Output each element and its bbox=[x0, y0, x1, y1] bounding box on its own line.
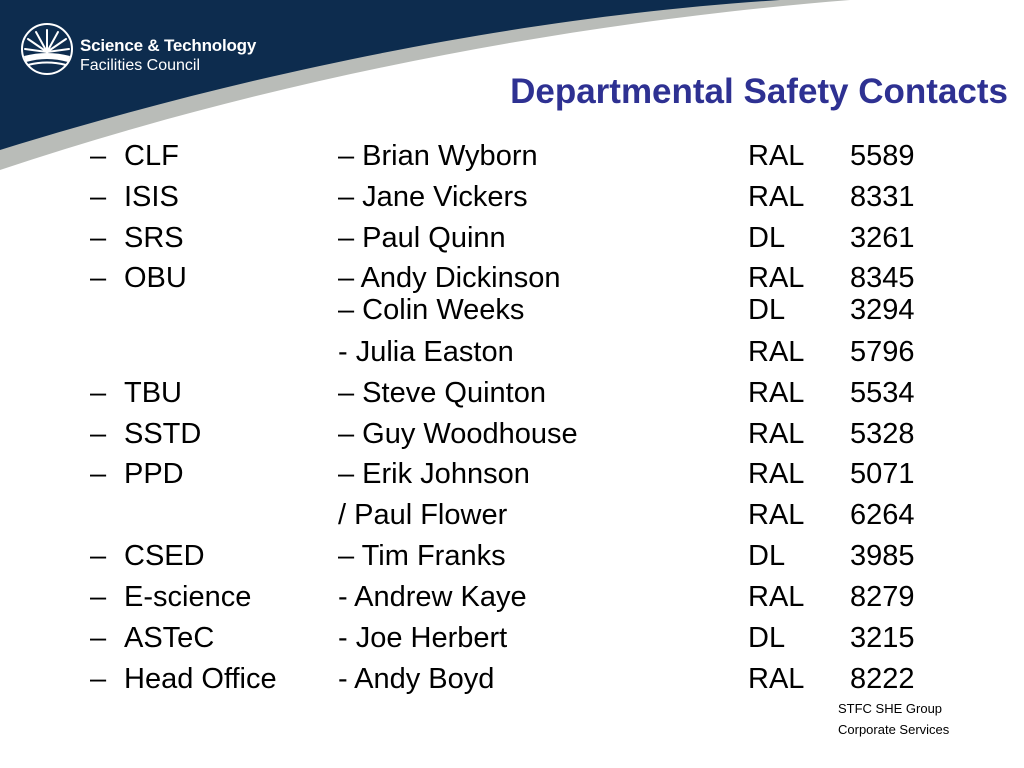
extension: 8222 bbox=[850, 663, 915, 695]
contact-row bbox=[0, 499, 1024, 535]
bullet-dash: – bbox=[90, 377, 107, 409]
extension: 8331 bbox=[850, 181, 915, 213]
extension: 5328 bbox=[850, 418, 915, 450]
bullet-dash: – bbox=[90, 458, 107, 490]
site: DL bbox=[748, 540, 786, 572]
stfc-logo bbox=[20, 22, 260, 78]
contact-row bbox=[0, 140, 1024, 176]
contact-row bbox=[0, 336, 1024, 372]
contact-name: – Andy Dickinson bbox=[338, 262, 561, 294]
contact-name: – Tim Franks bbox=[338, 540, 506, 572]
contact-name: – Brian Wyborn bbox=[338, 140, 538, 172]
contact-row bbox=[0, 581, 1024, 617]
department: ISIS bbox=[124, 181, 179, 213]
bullet-dash: – bbox=[90, 540, 107, 572]
bullet-dash: – bbox=[90, 140, 107, 172]
contact-name: – Erik Johnson bbox=[338, 458, 530, 490]
contact-name: - Andrew Kaye bbox=[338, 581, 527, 613]
department: CLF bbox=[124, 140, 179, 172]
contact-row bbox=[0, 181, 1024, 217]
bullet-dash: – bbox=[90, 262, 107, 294]
department: SSTD bbox=[124, 418, 202, 450]
contact-row bbox=[0, 622, 1024, 658]
footer-line1: STFC SHE Group bbox=[838, 701, 943, 716]
department: SRS bbox=[124, 222, 184, 254]
footer-line2: Corporate Services bbox=[838, 722, 950, 737]
contact-row bbox=[0, 663, 1024, 699]
bullet-dash: – bbox=[90, 181, 107, 213]
extension: 6264 bbox=[850, 499, 915, 531]
department: CSED bbox=[124, 540, 205, 572]
site: RAL bbox=[748, 377, 805, 409]
site: DL bbox=[748, 294, 786, 326]
extension: 3294 bbox=[850, 294, 915, 326]
extension: 8279 bbox=[850, 581, 915, 613]
department: ASTeC bbox=[124, 622, 215, 654]
site: RAL bbox=[748, 663, 805, 695]
contact-row bbox=[0, 294, 1024, 330]
extension: 3215 bbox=[850, 622, 915, 654]
bullet-dash: – bbox=[90, 622, 107, 654]
contact-name: / Paul Flower bbox=[338, 499, 508, 531]
sunburst-logo-icon bbox=[20, 22, 74, 76]
department: OBU bbox=[124, 262, 187, 294]
logo-text-line2: Facilities Council bbox=[80, 57, 201, 74]
site: RAL bbox=[748, 581, 805, 613]
contact-row bbox=[0, 418, 1024, 454]
contact-name: - Julia Easton bbox=[338, 336, 514, 368]
contact-row bbox=[0, 262, 1024, 298]
department: Head Office bbox=[124, 663, 277, 695]
site: RAL bbox=[748, 418, 805, 450]
site: RAL bbox=[748, 140, 805, 172]
bullet-dash: – bbox=[90, 663, 107, 695]
extension: 5796 bbox=[850, 336, 915, 368]
logo-text-line1: Science & Technology bbox=[80, 36, 257, 55]
department: TBU bbox=[124, 377, 182, 409]
contact-name: – Guy Woodhouse bbox=[338, 418, 578, 450]
contact-name: - Joe Herbert bbox=[338, 622, 508, 654]
extension: 5589 bbox=[850, 140, 915, 172]
bullet-dash: – bbox=[90, 581, 107, 613]
site: RAL bbox=[748, 336, 805, 368]
extension: 3985 bbox=[850, 540, 915, 572]
department: E-science bbox=[124, 581, 252, 613]
contact-row bbox=[0, 458, 1024, 494]
extension: 5534 bbox=[850, 377, 915, 409]
contact-row bbox=[0, 377, 1024, 413]
contact-row bbox=[0, 222, 1024, 258]
site: DL bbox=[748, 622, 786, 654]
extension: 8345 bbox=[850, 262, 915, 294]
department: PPD bbox=[124, 458, 184, 490]
contact-name: – Colin Weeks bbox=[338, 294, 525, 326]
site: RAL bbox=[748, 499, 805, 531]
contact-name: – Jane Vickers bbox=[338, 181, 528, 213]
site: RAL bbox=[748, 458, 805, 490]
bullet-dash: – bbox=[90, 418, 107, 450]
contact-name: – Paul Quinn bbox=[338, 222, 506, 254]
contact-name: - Andy Boyd bbox=[338, 663, 495, 695]
footer-note bbox=[838, 698, 949, 740]
site: RAL bbox=[748, 181, 805, 213]
extension: 3261 bbox=[850, 222, 915, 254]
contact-name: – Steve Quinton bbox=[338, 377, 546, 409]
extension: 5071 bbox=[850, 458, 915, 490]
contact-row bbox=[0, 540, 1024, 576]
site: DL bbox=[748, 222, 786, 254]
page-title: Departmental Safety Contacts bbox=[510, 72, 1008, 111]
site: RAL bbox=[748, 262, 805, 294]
bullet-dash: – bbox=[90, 222, 107, 254]
